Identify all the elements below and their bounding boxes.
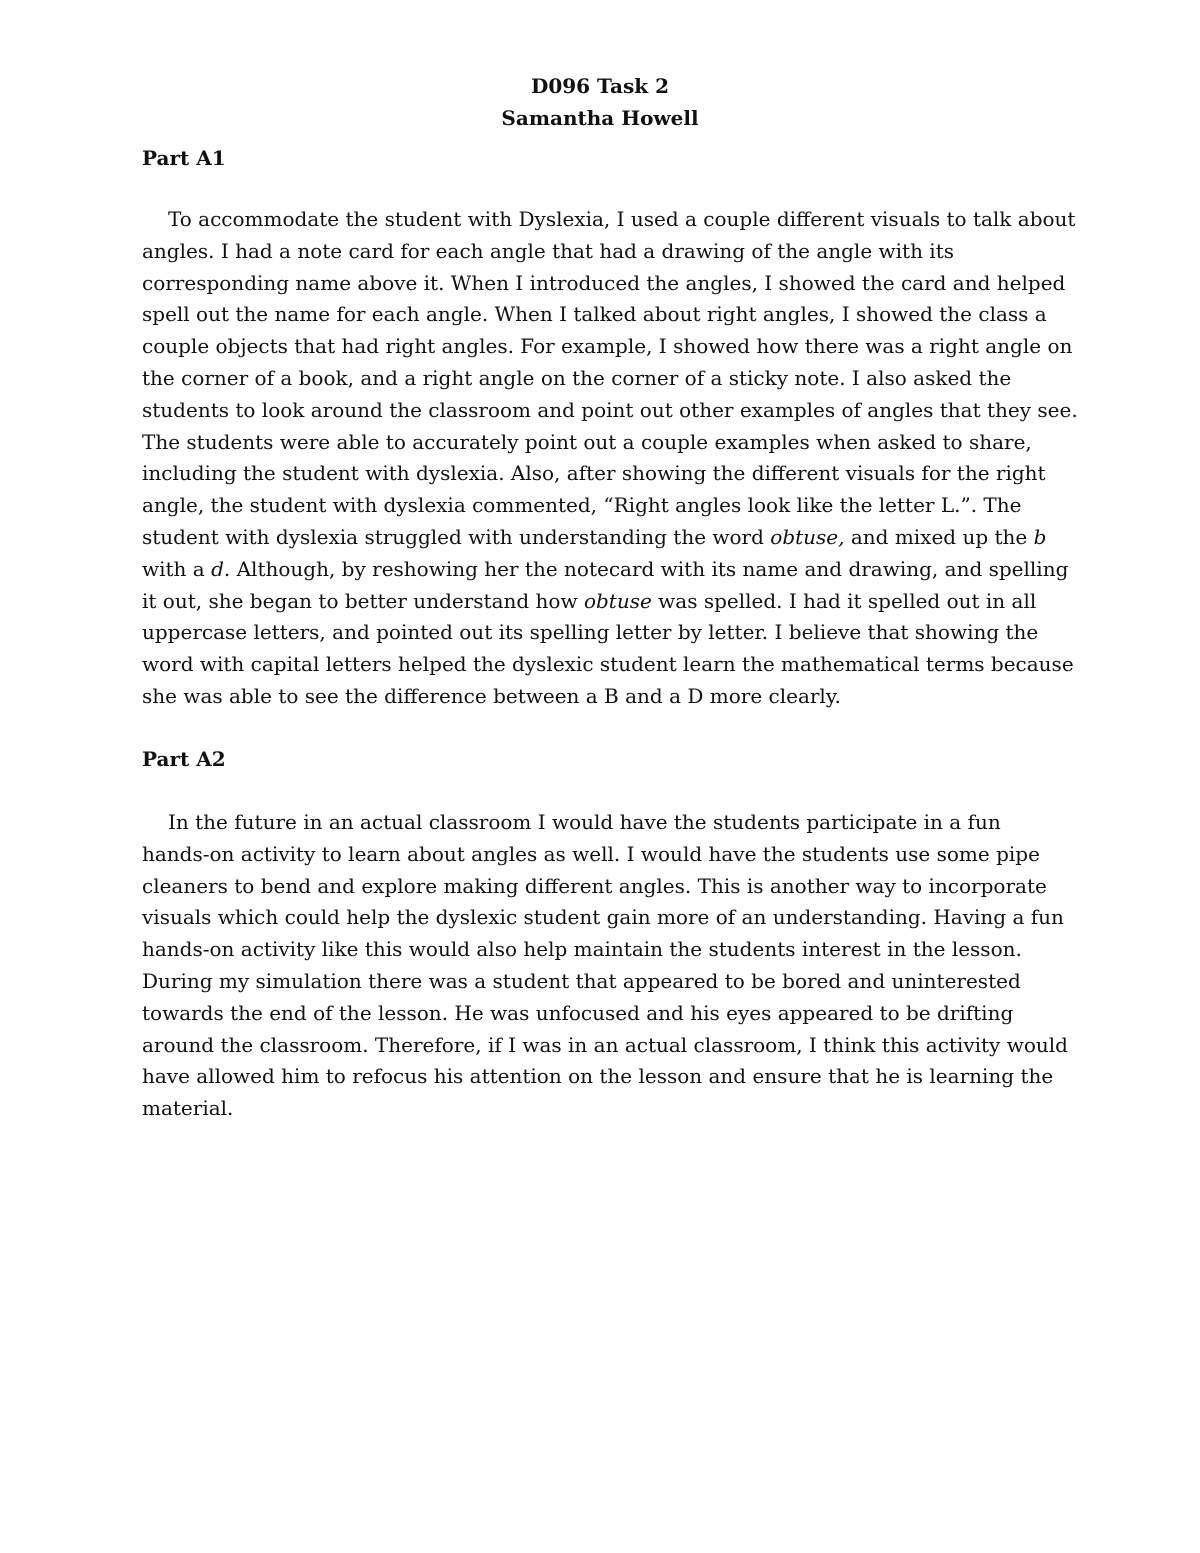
paragraph-part-a1 bbox=[142, 204, 1078, 713]
document-header bbox=[0, 70, 1200, 134]
paragraph-line: angle, the student with dyslexia commented, “Right angles look like the letter L.”. The bbox=[142, 493, 1022, 518]
section-heading-part-a1: Part A1 bbox=[142, 146, 226, 170]
text-run: and mixed up the bbox=[844, 524, 1034, 549]
paragraph-line: During my simulation there was a student that appeared to be bored and uninterested bbox=[142, 968, 1021, 993]
paragraph-line: students to look around the classroom and point out other examples of angles that they see. bbox=[142, 397, 1078, 422]
paragraph-line bbox=[142, 522, 1062, 554]
paragraph-line bbox=[142, 554, 1069, 586]
paragraph-line: To accommodate the student with Dyslexia, I used a couple different visuals to talk about bbox=[168, 207, 1076, 231]
paragraph-line: she was able to see the difference between a B and a D more clearly. bbox=[142, 683, 841, 708]
paragraph-line: In the future in an actual classroom I would have the students participate in a fun bbox=[168, 810, 1001, 834]
document-title: D096 Task 2 bbox=[531, 74, 669, 98]
paragraph-line: hands-on activity like this would also help maintain the students interest in the lesson. bbox=[142, 937, 1022, 962]
italic-letter-d: d bbox=[211, 556, 224, 581]
paragraph-line: including the student with dyslexia. Also, after showing the different visuals for the right bbox=[142, 461, 1046, 486]
paragraph-line: hands-on activity to learn about angles as well. I would have the students use some pipe bbox=[142, 841, 1040, 866]
paragraph-part-a2 bbox=[142, 807, 1068, 1125]
italic-term-obtuse: obtuse bbox=[583, 588, 652, 613]
paragraph-line: around the classroom. Therefore, if I was in an actual classroom, I think this activity would bbox=[142, 1032, 1068, 1057]
paragraph-line: have allowed him to refocus his attention on the lesson and ensure that he is learning the bbox=[142, 1064, 1054, 1089]
text-run: student with dyslexia struggled with understanding the word bbox=[142, 524, 771, 549]
italic-letter-b: b bbox=[1033, 524, 1047, 549]
document-author: Samantha Howell bbox=[501, 106, 699, 130]
paragraph-line: word with capital letters helped the dyslexic student learn the mathematical terms because bbox=[142, 652, 1074, 677]
paragraph-line: corresponding name above it. When I introduced the angles, I showed the card and helped bbox=[142, 270, 1066, 295]
paragraph-line: visuals which could help the dyslexic student gain more of an understanding. Having a fun bbox=[142, 905, 1064, 930]
text-run: with a bbox=[142, 556, 212, 581]
paragraph-line: angles. I had a note card for each angle that had a drawing of the angle with its bbox=[142, 238, 955, 263]
text-run: . Although, by reshowing her the notecard with its name and drawing, and spelling bbox=[223, 556, 1069, 581]
paragraph-line bbox=[142, 586, 1062, 618]
paragraph-line: the corner of a book, and a right angle on the corner of a sticky note. I also asked the bbox=[142, 365, 1012, 390]
text-run: it out, she began to better understand how bbox=[142, 588, 584, 613]
italic-term-obtuse: obtuse, bbox=[770, 524, 845, 549]
text-run: was spelled. I had it spelled out in all bbox=[651, 588, 1037, 613]
paragraph-line: cleaners to bend and explore making different angles. This is another way to incorporate bbox=[142, 873, 1047, 898]
paragraph-line: spell out the name for each angle. When I talked about right angles, I showed the class a bbox=[142, 302, 1047, 327]
paragraph-line: uppercase letters, and pointed out its spelling letter by letter. I believe that showing the bbox=[142, 620, 1039, 645]
paragraph-line: The students were able to accurately point out a couple examples when asked to share, bbox=[142, 429, 1032, 454]
paragraph-line: material. bbox=[142, 1096, 234, 1121]
paragraph-line: couple objects that had right angles. For example, I showed how there was a right angle on bbox=[142, 334, 1073, 359]
section-heading-part-a2: Part A2 bbox=[142, 747, 226, 771]
paragraph-line: towards the end of the lesson. He was unfocused and his eyes appeared to be drifting bbox=[142, 1000, 1014, 1025]
